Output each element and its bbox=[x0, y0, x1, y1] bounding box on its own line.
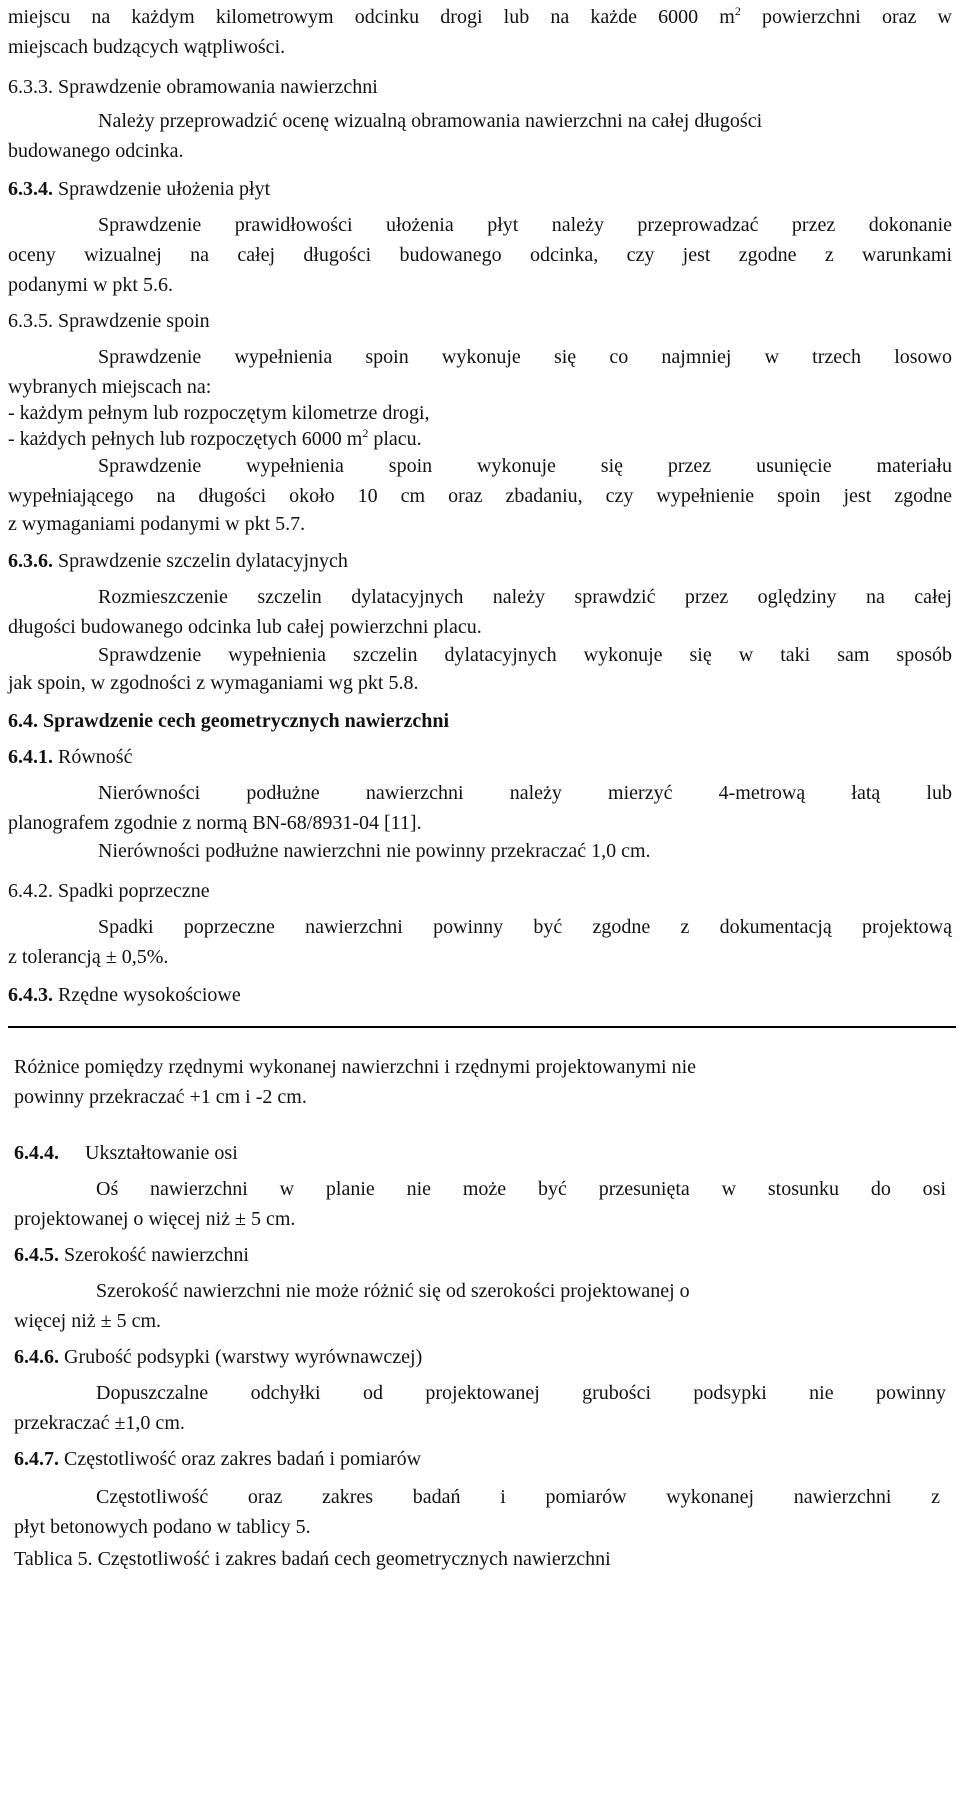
paragraph-line: Rozmieszczenie szczelin dylatacyjnych należy sprawdzić przez oględziny na całej bbox=[98, 586, 952, 608]
paragraph-line: płyt betonowych podano w tablicy 5. bbox=[14, 1516, 311, 1538]
section-heading-6-3-3: 6.3.3. Sprawdzenie obramowania nawierzchni bbox=[8, 76, 378, 98]
paragraph-line: powinny przekraczać +1 cm i -2 cm. bbox=[14, 1086, 307, 1108]
paragraph-line: wybranych miejscach na: bbox=[8, 376, 212, 398]
paragraph-line: Sprawdzenie prawidłowości ułożenia płyt należy przeprowadzać przez dokonanie bbox=[98, 214, 952, 236]
paragraph-line: Nierówności podłużne nawierzchni należy mierzyć 4-metrową łatą lub bbox=[98, 782, 952, 804]
paragraph-line: jak spoin, w zgodności z wymaganiami wg pkt 5.8. bbox=[8, 672, 419, 694]
paragraph-line: Dopuszczalne odchyłki od projektowanej grubości podsypki nie powinny bbox=[96, 1382, 946, 1404]
section-heading-6-4-7: 6.4.7. Częstotliwość oraz zakres badań i pomiarów bbox=[14, 1448, 422, 1470]
paragraph-line: Różnice pomiędzy rzędnymi wykonanej nawierzchni i rzędnymi projektowanymi nie bbox=[14, 1056, 697, 1078]
page-divider bbox=[8, 1026, 956, 1028]
section-heading-6-4-6: 6.4.6. Grubość podsypki (warstwy wyrównawczej) bbox=[14, 1346, 423, 1368]
paragraph-line: Oś nawierzchni w planie nie może być przesunięta w stosunku do osi bbox=[96, 1178, 946, 1200]
table-caption: Tablica 5. Częstotliwość i zakres badań cech geometrycznych nawierzchni bbox=[14, 1548, 611, 1570]
paragraph-line: planografem zgodnie z normą BN-68/8931-04 [11]. bbox=[8, 812, 422, 834]
section-heading-6-3-5: 6.3.5. Sprawdzenie spoin bbox=[8, 310, 210, 332]
paragraph-line: Szerokość nawierzchni nie może różnić się od szerokości projektowanej o bbox=[96, 1280, 690, 1302]
section-heading-6-4-4: 6.4.4. Ukształtowanie osi bbox=[14, 1142, 238, 1164]
list-item: - każdych pełnych lub rozpoczętych 6000 $m^2$ placu. bbox=[8, 426, 422, 450]
section-heading-6-4-1: 6.4.1. Równość bbox=[8, 746, 133, 768]
paragraph-line: miejscach budzących wątpliwości. bbox=[8, 36, 286, 58]
paragraph-line: Częstotliwość oraz zakres badań i pomiarów wykonanej nawierzchni z bbox=[96, 1486, 940, 1508]
list-item: - każdym pełnym lub rozpoczętym kilometrze drogi, bbox=[8, 402, 430, 424]
paragraph-line: Sprawdzenie wypełnienia spoin wykonuje się co najmniej w trzech losowo bbox=[98, 346, 952, 368]
paragraph-line: oceny wizualnej na całej długości budowanego odcinka, czy jest zgodne z warunkami bbox=[8, 244, 952, 266]
section-heading-6-3-6: 6.3.6. Sprawdzenie szczelin dylatacyjnych bbox=[8, 550, 348, 572]
paragraph-line: miejscu na każdym kilometrowym odcinku drogi lub na każde 6000 $m^2$ powierzchni oraz w bbox=[8, 4, 952, 28]
paragraph-line: z wymaganiami podanymi w pkt 5.7. bbox=[8, 513, 306, 535]
section-heading-6-4-5: 6.4.5. Szerokość nawierzchni bbox=[14, 1244, 249, 1266]
paragraph-line: długości budowanego odcinka lub całej powierzchni placu. bbox=[8, 616, 482, 638]
section-heading-6-4-2: 6.4.2. Spadki poprzeczne bbox=[8, 880, 210, 902]
paragraph-line: Sprawdzenie wypełnienia szczelin dylatacyjnych wykonuje się w taki sam sposób bbox=[98, 644, 952, 666]
paragraph-line: podanymi w pkt 5.6. bbox=[8, 274, 173, 296]
paragraph-line: przekraczać ±1,0 cm. bbox=[14, 1412, 185, 1434]
paragraph-line: budowanego odcinka. bbox=[8, 140, 184, 162]
paragraph-line: Sprawdzenie wypełnienia spoin wykonuje się przez usunięcie materiału bbox=[98, 455, 952, 477]
paragraph-line: wypełniającego na długości około 10 cm oraz zbadaniu, czy wypełnienie spoin jest zgodne bbox=[8, 485, 952, 507]
section-heading-6-3-4: 6.3.4. Sprawdzenie ułożenia płyt bbox=[8, 178, 271, 200]
paragraph-line: Spadki poprzeczne nawierzchni powinny być zgodne z dokumentacją projektową bbox=[98, 916, 952, 938]
paragraph-line: projektowanej o więcej niż ± 5 cm. bbox=[14, 1208, 296, 1230]
paragraph-line: więcej niż ± 5 cm. bbox=[14, 1310, 162, 1332]
section-heading-6-4: 6.4. Sprawdzenie cech geometrycznych nawierzchni bbox=[8, 710, 450, 732]
paragraph-line: Należy przeprowadzić ocenę wizualną obramowania nawierzchni na całej długości bbox=[98, 110, 763, 132]
paragraph-line: z tolerancją ± 0,5%. bbox=[8, 946, 169, 968]
section-heading-6-4-3: 6.4.3. Rzędne wysokościowe bbox=[8, 984, 241, 1006]
paragraph-line: Nierówności podłużne nawierzchni nie powinny przekraczać 1,0 cm. bbox=[98, 840, 651, 862]
